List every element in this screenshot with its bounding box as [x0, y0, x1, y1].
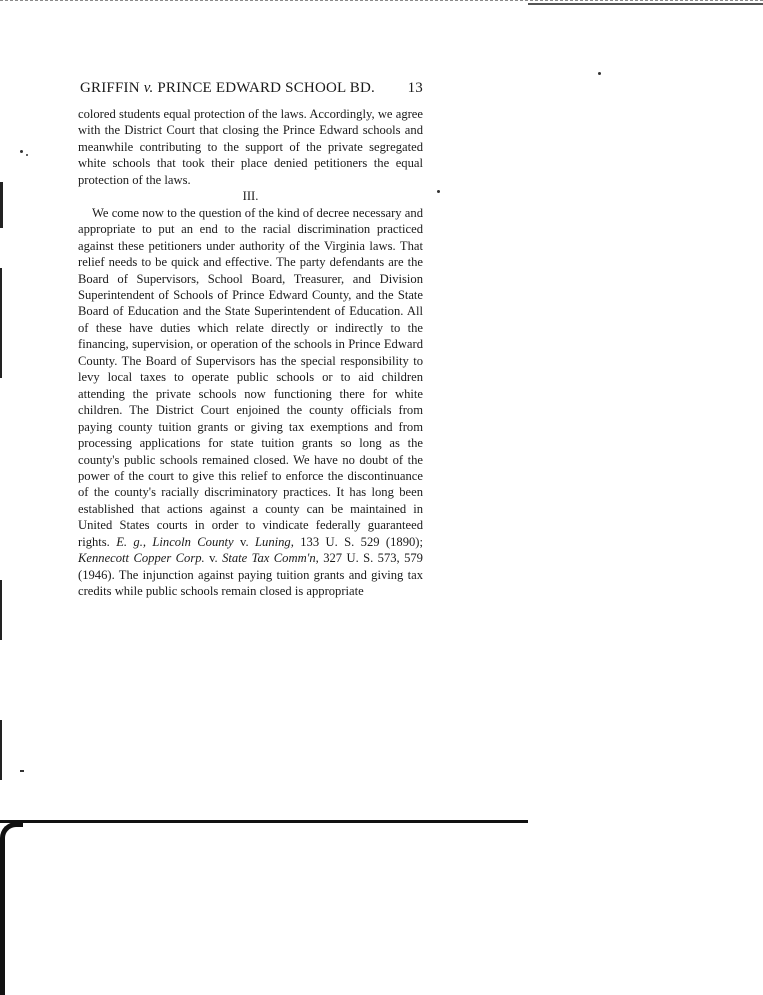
page-number: 13: [407, 80, 423, 96]
title-suffix: PRINCE EDWARD SCHOOL BD.: [157, 80, 375, 96]
running-header: [80, 80, 423, 97]
running-title: [80, 80, 375, 97]
scan-speck: [437, 190, 440, 193]
citation-2-ref: 327 U. S. 573, 579 (1946).: [78, 551, 423, 582]
paragraph-continued: colored students equal protection of the laws. Accordingly, we agree with the District Court that closing the Prince Edward schools and meanwhile contributing to the support of the private segregated white schools that took their place denied petitioners the equal protection of the laws.: [78, 107, 423, 187]
bottom-fold-corner: [0, 822, 23, 995]
bottom-fold-line: [0, 820, 528, 835]
opinion-text: [78, 106, 423, 600]
citation-2-party2: State Tax Comm'n,: [222, 551, 319, 566]
citation-1-name: Lincoln County: [152, 534, 234, 549]
left-margin-mark: [0, 182, 3, 228]
citation-1-party2: Luning,: [255, 534, 294, 549]
citation-eg: E. g.,: [116, 534, 147, 549]
citation-2-name: Kennecott Copper Corp.: [78, 551, 205, 566]
scan-speck: [20, 770, 24, 772]
left-margin-mark: [0, 580, 2, 640]
section-heading: III.: [242, 189, 259, 204]
scan-speck: [598, 72, 601, 75]
citation-2-v: v.: [209, 551, 218, 566]
title-prefix: GRIFFIN: [80, 80, 140, 96]
paragraph-decree: [78, 205, 423, 600]
citation-1-ref: 133 U. S. 529 (1890);: [300, 534, 423, 549]
paragraph-decree-main: We come now to the question of the kind of decree necessary and appropriate to put an end to the racial discrimination practiced against these petitioners under authority of the Virginia laws. That relief needs to be quick and effective. The party defendants are the Board of Supervisors, School Board, Treasurer, and Division Superintendent of Schools of Prince Edward County, and the State Board of Education and the State Superintendent of Education. All of these have duties which relate directly or indirectly to the financing, supervision, or operation of the schools in Prince Edward County. The Board of Supervisors has the special responsibility to levy local taxes to operate public schools or to aid children attending the private schools now functioning there for white children. The District Court enjoined the county officials from paying county tuition grants or giving tax exemptions and from processing applications for state tuition grants so long as the county's public schools remained closed. We have no doubt of the power of the court to give this relief to enforce the discontinuance of the county's racially discriminatory practices. It has long been established that actions against a county can be maintained in United States courts in order to vindicate federally guaranteed rights.: [78, 205, 423, 549]
scan-edge-top-right: [528, 3, 763, 5]
citation-1-v: v.: [240, 534, 249, 549]
scan-speck: [20, 150, 23, 153]
title-versus: v.: [143, 80, 154, 96]
left-margin-mark: [0, 268, 2, 378]
scan-speck: [26, 154, 28, 156]
paragraph-decree-tail: The injunction against paying tuition grants and giving tax credits while public schools remain closed is appropriate: [78, 567, 424, 599]
left-margin-mark: [0, 720, 2, 780]
